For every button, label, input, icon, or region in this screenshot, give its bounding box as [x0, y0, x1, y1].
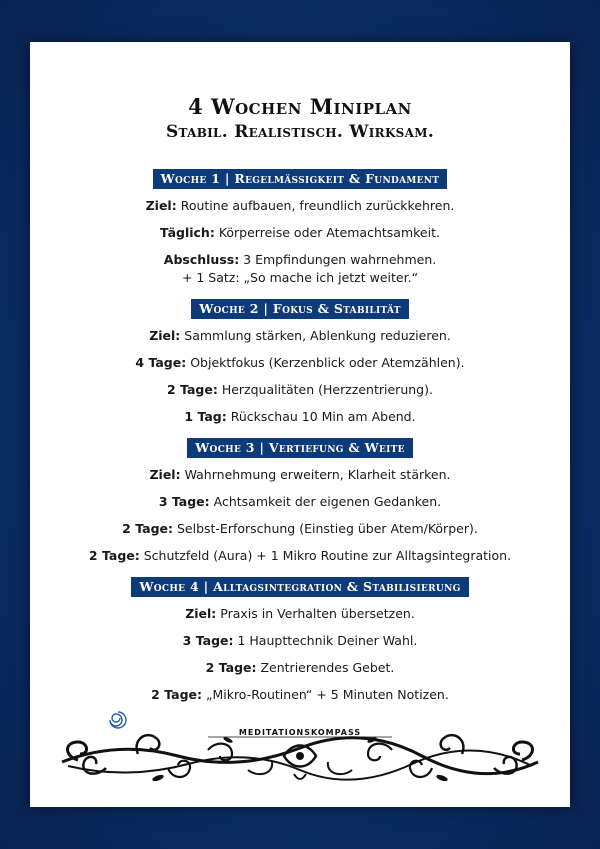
brand-label: MEDITATIONSKOMPASS — [238, 728, 362, 737]
line-label: Ziel: — [145, 198, 177, 213]
line-label: Ziel: — [149, 328, 181, 343]
line-label: Ziel: — [149, 467, 181, 482]
week-1-line-2 — [30, 225, 570, 241]
line-label: 2 Tage: — [205, 660, 257, 675]
line-text: Selbst-Erforschung (Einstieg über Atem/Körper). — [173, 521, 478, 536]
week-2-line-1 — [30, 328, 570, 344]
page-subtitle: Stabil. Realistisch. Wirksam. — [165, 122, 435, 142]
line-label: Ziel: — [185, 606, 217, 621]
line-label: 4 Tage: — [135, 355, 187, 370]
week-1-heading: Woche 1 | Regelmässigkeit & Fundament — [153, 169, 448, 189]
week-1-line-3 — [30, 252, 570, 268]
week-3-line-2 — [30, 494, 570, 510]
line-text: „Mikro-Routinen“ + 5 Minuten Notizen. — [202, 687, 449, 702]
week-3-line-1 — [30, 467, 570, 483]
week-2-section — [30, 299, 570, 425]
week-2-line-4 — [30, 409, 570, 425]
line-text: Körperreise oder Atemachtsamkeit. — [214, 225, 440, 240]
week-3-section — [30, 438, 570, 564]
line-text: Achtsamkeit der eigenen Gedanken. — [209, 494, 442, 509]
line-text: Herzqualitäten (Herzzentrierung). — [217, 382, 433, 397]
line-text: + 1 Satz: „So mache ich jetzt weiter.“ — [181, 270, 419, 285]
line-text: 1 Haupttechnik Deiner Wahl. — [233, 633, 418, 648]
week-2-line-3 — [30, 382, 570, 398]
line-label: 3 Tage: — [158, 494, 210, 509]
week-3-heading: Woche 3 | Vertiefung & Weite — [187, 438, 413, 458]
line-label: 2 Tage: — [151, 687, 202, 702]
line-text: Sammlung stärken, Ablenkung reduzieren. — [180, 328, 451, 343]
line-label: Abschluss: — [163, 252, 240, 267]
page-title: 4 Wochen Miniplan — [188, 94, 412, 119]
line-text: Rückschau 10 Min am Abend. — [226, 409, 416, 424]
line-label: Täglich: — [160, 225, 215, 240]
week-1-line-4 — [30, 270, 570, 286]
week-4-heading: Woche 4 | Alltagsintegration & Stabilisierung — [131, 577, 468, 597]
line-label: 2 Tage: — [122, 521, 173, 536]
line-text: Routine aufbauen, freundlich zurückkehren. — [176, 198, 455, 213]
line-label: 3 Tage: — [182, 633, 234, 648]
week-2-line-2 — [30, 355, 570, 371]
line-text: Wahrnehmung erweitern, Klarheit stärken. — [180, 467, 451, 482]
line-label: 2 Tage: — [88, 548, 140, 563]
line-text: 3 Empfindungen wahrnehmen. — [239, 252, 437, 267]
line-text: Schutzfeld (Aura) + 1 Mikro Routine zur Alltagsintegration. — [139, 548, 512, 563]
line-text: Praxis in Verhalten übersetzen. — [216, 606, 415, 621]
line-label: 1 Tag: — [184, 409, 227, 424]
plan-card — [30, 42, 570, 807]
week-4-line-4 — [30, 687, 570, 703]
line-label: 2 Tage: — [167, 382, 218, 397]
week-1-section — [30, 169, 570, 286]
week-4-section — [30, 577, 570, 703]
flourish-ornament-icon — [58, 710, 542, 790]
week-4-line-1 — [30, 606, 570, 622]
line-text: Objektfokus (Kerzenblick oder Atemzählen). — [186, 355, 465, 370]
week-3-line-3 — [30, 521, 570, 537]
week-4-line-3 — [30, 660, 570, 676]
week-3-line-4 — [30, 548, 570, 564]
line-text: Zentrierendes Gebet. — [256, 660, 395, 675]
week-4-line-2 — [30, 633, 570, 649]
week-1-line-1 — [30, 198, 570, 214]
week-2-heading: Woche 2 | Fokus & Stabilität — [191, 299, 409, 319]
